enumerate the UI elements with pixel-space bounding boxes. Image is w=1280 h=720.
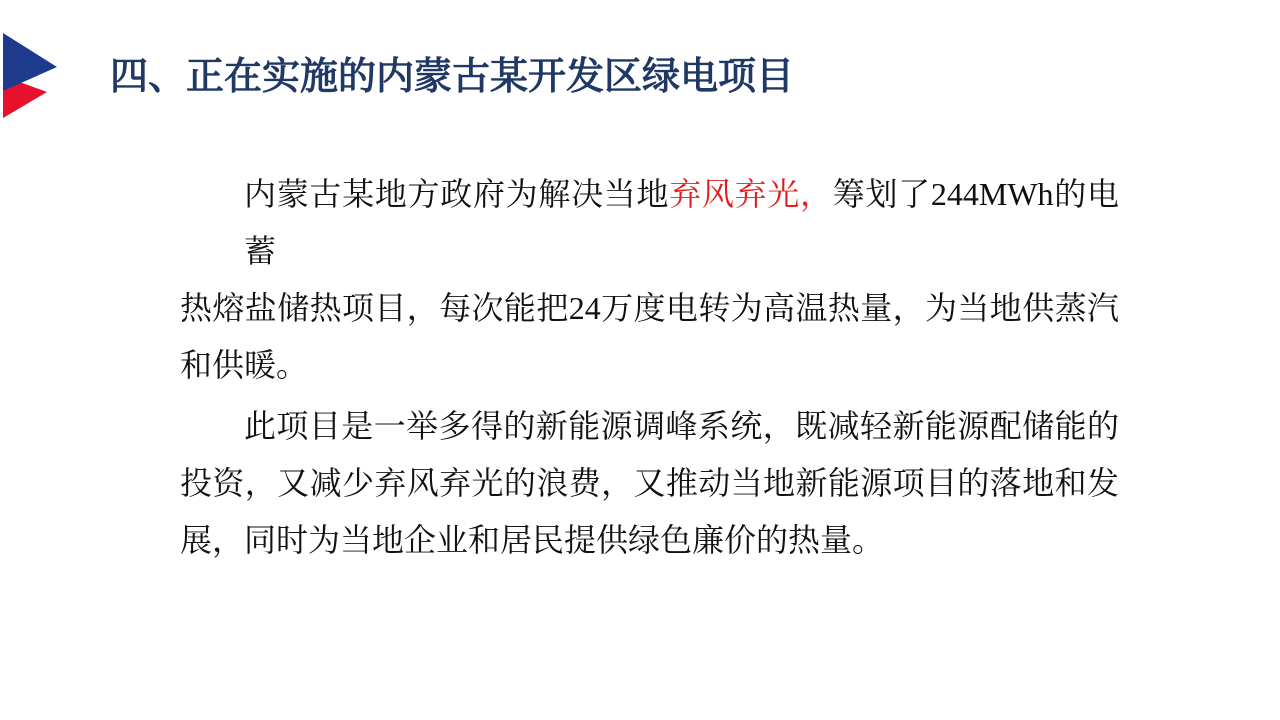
slide-accent-arrow-icon [0, 0, 70, 125]
body-line-1-post: 筹划了244MWh的电蓄 [244, 176, 1119, 269]
body-line-2: 热熔盐储热项目，每次能把24万度电转为高温热量，为当地供蒸汽 [180, 290, 1119, 326]
body-text-block [180, 166, 1119, 569]
body-line-3: 和供暖。 [180, 347, 309, 383]
body-line-6: 展，同时为当地企业和居民提供绿色廉价的热量。 [180, 522, 885, 558]
body-line-4: 此项目是一举多得的新能源调峰系统，既减轻新能源配储能的 [244, 408, 1119, 444]
page-title: 四、正在实施的内蒙古某开发区绿电项目 [110, 56, 795, 98]
paragraph-2 [180, 398, 1119, 569]
paragraph-1 [180, 166, 1119, 394]
highlight-red-text: 弃风弃光， [669, 176, 833, 212]
body-line-1 [180, 166, 1119, 280]
body-line-1-pre: 内蒙古某地方政府为解决当地 [244, 176, 670, 212]
body-line-5: 投资，又减少弃风弃光的浪费，又推动当地新能源项目的落地和发 [180, 465, 1119, 501]
arrow-blue-triangle [3, 33, 57, 91]
